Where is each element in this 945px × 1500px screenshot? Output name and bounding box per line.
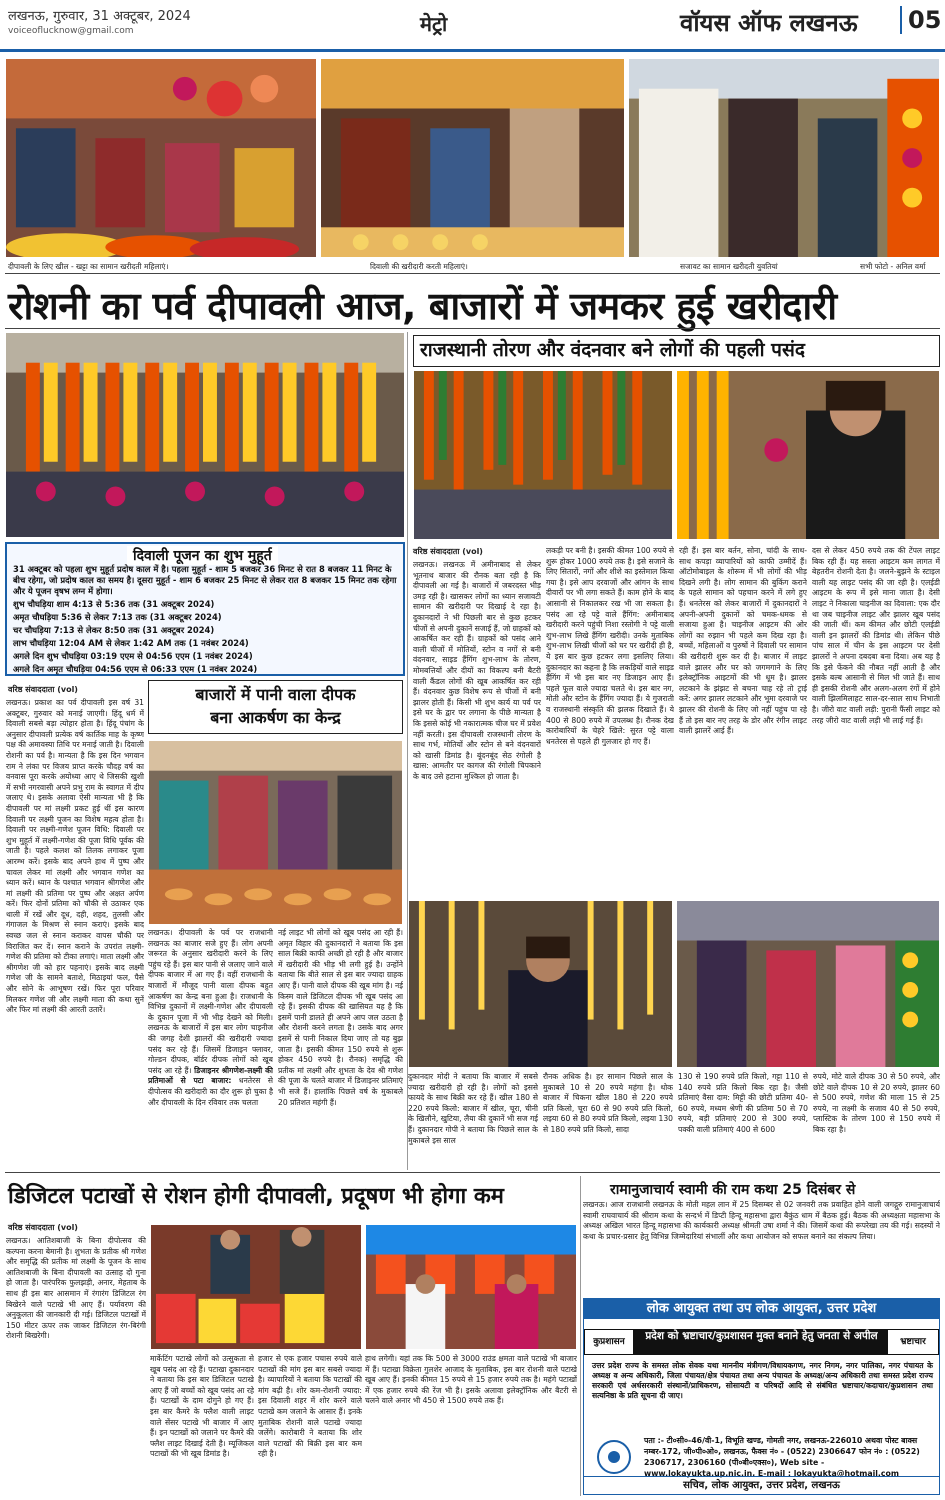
ad-body: उत्तर प्रदेश राज्य के समस्त लोक सेवक यथा माननीय मंत्रीगण/विधायकगण, नगर निगम, नगर पालिका, नगर पंचायत के अध्यक्ष व अन्य अधिकारी, जिला पंचायत/क्षेत्र पंचायत तथा अन्य पंचायत के अध्यक्ष/अन्य अधिकारी तथा समस्त प्रदेश राज्य सरकारी एवं अर्धसरकारी संस्थानों/प्राधिकरण, सोसायटी व परिषदों आदि से संबंधित भ्रष्टाचार/कदाचार/कुप्रशासन तथा सत्यनिष्ठा के प्रति सूचना दी जाए। xyxy=(592,1361,933,1400)
patakhe-col-2: मार्केटिंग पटाखे लोगों को उत्सुकता से खूब पसंद आ रहे हैं। पटाखा दुकानदार ने बताया कि इस बार डिजिटल पटाखे आए हैं जो बच्चों को खूब पसंद आ रहे हैं। पटाखों के दाम दोगुने हो गए हैं। इस बार कैमरे के फ्लैश वाली लाइट वाले सेंसर पटाखे भी बाजार में आए हैं। इन पटाखों को जलाने पर कैमरे की फ्लैश लाइट दिखाई देती है। म्यूजिकल पटाखों की भी खूब डिमांड है। xyxy=(150,1354,254,1459)
masthead-date: लखनऊ, गुरुवार, 31 अक्टूबर, 2024 xyxy=(8,9,191,24)
patakhe-col-4: हाथ लगेगी। यहां तक कि 500 से 3000 राउंड क्षमता वाले पटाखे भी बाजार में हैं। पटाखा विक्रेता गुलशेर आजाद के मुताबिक, इस बार रोशनी वाले पटाखे खूब आए हैं। इनकी कीमत 15 रुपये से 15 हजार रुपये तक है। महंगे पटाखों में एक हजार रुपये की रेंज भी है। इसके अलावा इलेक्ट्रॉनिक और बैटरी से चलने वाले अनार भी 450 से 1500 रुपये तक हैं। xyxy=(365,1354,577,1406)
rajasthani-col-4: दस से लेकर 450 रुपये तक की टेंपल लाइट बिक रही हैं। यह सस्ता आइटम कम लागत में बेहतरीन रोशनी देता है। जलने-बुझने के स्टाइल वाली यह लाइट पसंद की जा रही है। एलईडी आइटम के रूप में इसे माना जाता है। देसी लाइट ने निकाला चाइनीज का दिवाला: एक दौर था जब चाइनीज लाइट और झालर खूब पसंद की जाती थीं। कम कीमत और छोटी एलईडी वाली इन झालरों की डिमांड थी। लेकिन पीछे पांच साल में चीन के इस आइटम पर देसी झालरों ने अपना दबदबा बना दिया। अब यह है कि इसे फेंकने की नौबत नहीं आती है और इसके बल्ब आसानी से मिल भी जाते हैं। साथ ही इसकी रोशनी और अलग-अलग रंगों में होने वाली झिलमिलाहट साल-दर-साल साथ निभाती है। जीरो वाट वाली लड़ी: पुरानी फैंसी लाइट को तरह जीरो वाट वाली लड़ी भी लाई गई हैं। xyxy=(812,546,940,725)
divider xyxy=(5,273,940,274)
masthead xyxy=(0,0,945,52)
puja-muhurat-box xyxy=(5,542,405,676)
muhurat-row: शुभ चौघड़िया शाम 4:13 से 5:36 तक (31 अक्टूबर 2024) xyxy=(13,599,215,609)
mid-col-3: 130 से 190 रुपये प्रति किलो, गट्टा 110 से 140 रुपये प्रति किलो बिक रहा है। जैसी प्रतिमाएं वैसा दाम: मिट्टी की छोटी प्रतिमा 40-60 रुपये, मध्यम श्रेणी की प्रतिमा 50 से 70 रुपये, बड़ी प्रतिमाएं 200 से 300 रुपये, पक्की वाली प्रतिमाएं 400 से 600 xyxy=(678,1072,808,1134)
diya-photo xyxy=(148,740,403,925)
top-photo-3 xyxy=(628,58,940,258)
diya-headline-line-1: बाजारों में पानी वाला दीपक xyxy=(195,685,356,704)
ad-band: प्रदेश को भ्रष्टाचार/कुप्रशासन मुक्त बनाने हेतु जनता से अपील xyxy=(634,1329,889,1355)
ad-title: लोक आयुक्त तथा उप लोक आयुक्त, उत्तर प्रदेश xyxy=(584,1299,939,1319)
rajasthani-headline: राजस्थानी तोरण और वंदनवार बने लोगों की पहली पसंद xyxy=(413,335,940,367)
lights-photo-1 xyxy=(408,900,673,1068)
muhurat-row: चर चौघड़िया 7:13 से लेकर 8:50 तक (31 अक्टूबर 2024) xyxy=(13,625,215,635)
divider xyxy=(5,1172,940,1173)
patakhe-byline: वरिष्ठ संवाददाता (vol) xyxy=(8,1223,78,1232)
ad-footer: सचिव, लोक आयुक्त, उत्तर प्रदेश, लखनऊ xyxy=(584,1476,939,1494)
ramkatha-headline: रामानुजाचार्य स्वामी की राम कथा 25 दिसंबर से xyxy=(610,1182,856,1198)
ad-contact: पता :- टी०सी०-46/वी-1, विभूति खण्ड, गोमती नगर, लखनऊ-226010 अथवा पोस्ट बाक्स नम्बर-172, जी०पी०ओ०, लखनऊ, फैक्स नं० - (0522) 2306647 फोन नं० : (0522) 2306717, 2306160 (पी०बी०एक्स०), Web site - www.lokayukta.up.nic.in, E-mail : lokayukta@hotmail.com xyxy=(644,1436,920,1478)
emblem-icon xyxy=(594,1439,634,1475)
lokayukta-ad xyxy=(583,1298,940,1495)
rajasthani-byline: वरिष्ठ संवाददाता (vol) xyxy=(413,547,483,556)
top-photo-caption-2: दिवाली की खरीदारी करती महिलाएं। xyxy=(370,262,468,271)
muhurat-row: लाभ चौघड़िया 12:04 AM से लेकर 1:42 AM तक (1 नवंबर 2024) xyxy=(13,638,249,648)
muhurat-row: अमृत चौघड़िया 5:36 से लेकर 7:13 तक (31 अक्टूबर 2024) xyxy=(13,612,222,622)
diya-col-1-text-b: धनतेरस से दीपोत्सव की खरीदारी का दौर शुरू हो चुका है और दीपावली के दिन रविवार तक चलता xyxy=(148,1076,273,1107)
section-label: मेट्रो xyxy=(420,12,448,36)
ramkatha-text: लखनऊ। आज राजधानी लखनऊ के मोती महल लान में 25 दिसम्बर से 02 जनवरी तक प्रवाहित होने वाली जगद्गुरु रामानुजाचार्य स्वामी राघवाचार्य की श्रीराम कथा के सन्दर्भ में डिप्टी हिन्दू महासभा द्वारा बैकुंठ धाम में बैठक हुई। बैठक की अध्यक्षता महासभा के अध्यक्ष अखिल भारत हिन्दू महासभा की कार्यकारी अध्यक्ष श्रीमती उषा शर्मा ने की। जिसमें कथा की रूपरेखा तय की गई। सदस्यों ने कथा के प्रचार-प्रसार हेतु विभिन्न जिम्मेदारियां संभालीं और कथा आयोजन को सफल बनाने का संकल्प लिया। xyxy=(583,1200,940,1241)
diya-col-1-text: लखनऊ। दीपावली के पर्व पर राजधानी लखनऊ का बाजार सजे हुए हैं। लोग अपनी जरूरत के अनुसार खरीदारी करने के लिए पहुंच रहे हैं। इस बार पानी से जलाए जाने वाले दीपक बाजार में आ गए हैं। वहीं राजधानी के बाजारों में मौजूद पानी वाला दीपक बहुत आकर्षण का केन्द्र बना हुआ है। राजधानी के विभिन्न दुकानों में लक्ष्मी-गणेश और दीपावली के दुकान पूजा में भी भीड़ देखने को मिली। लखनऊ के बाजारों में इस बार लोग चाइनीज की जगह देशी झालरों की खरीदारी ज्यादा पसंद कर रहे हैं। जिसमें डिजाइन फ्लावर, गोल्डन दीपक, बॉर्डर दीपक लोगों को खूब पसंद आ रहे हैं। xyxy=(148,928,273,1075)
muhurat-row: अगले दिन अमृत चौघड़िया 04:56 एएम से 06:33 एएम (1 नवंबर 2024) xyxy=(13,664,258,674)
diya-headline-line-2: बना आकर्षण का केन्द्र xyxy=(210,708,341,727)
deepawali-story-text: लखनऊ। प्रकाश का पर्व दीपावली इस वर्ष 31 अक्टूबर, गुरुवार को मनाई जाएगी। हिंदू धर्म में दिवाली सबसे बड़ा त्योहार होता है। हिंदू पंचांग के अनुसार दीपावली प्रत्येक वर्ष कार्तिक माह के कृष्ण पक्ष की अमावस्या तिथि पर मनाई जाती है। दिवाली रोशनी का पर्व है। मान्यता है कि इस दिन भगवान राम ने लंका पर विजय प्राप्त करके चौदह वर्ष का वनवास पूरा करके अयोध्या आए थे जिसकी खुशी में सभी नगरवासी अपने प्रभु राम के स्वागत में दीप जलाए थे। इसके अलावा ऐसी मान्यता भी है कि दीपावली पर मां लक्ष्मी प्रकट हुई थीं इस कारण दिवाली पर लक्ष्मी पूजन का विशेष महत्व होता है। दिवाली पर लक्ष्मी-गणेश पूजन विधि: दिवाली पर शुभ मुहूर्त में लक्ष्मी-गणेश की पूजा विधि पूर्वक की जाती है। पहले कलश को तिलक लगाकर पूजा आरम्भ करें। इसके बाद अपने हाथ में पुष्प और चावल लेकर मां लक्ष्मी और भगवान गणेश का ध्यान करें। ध्यान के पश्चात भगवान श्रीगणेश और मां लक्ष्मी की प्रतिमा पर पुष्प और अक्षत अर्पण करें। फिर दोनों प्रतिमा को चौकी से उठाकर एक थाली में रखें और दूध, दही, शहद, तुलसी और गंगाजल के मिश्रण से स्नान कराएं। इसके बाद स्वच्छ जल से स्नान कराकर वापस चौकी पर विराजित कर दें। स्नान कराने के उपरांत लक्ष्मी-गणेश की प्रतिमा को टीका लगाएं। माता लक्ष्मी और श्रीगणेश जी को हार पहनाएं। इसके बाद लक्ष्मी गणेश जी के सामने बताशे, मिठाइयां फल, पैसे और सोने के आभूषण रखें। फिर पूरा परिवार मिलकर गणेश जी और लक्ष्मी माता की कथा सुनें और फिर मां लक्ष्मी की आरती उतारें। xyxy=(6,698,144,1015)
column-rule xyxy=(580,1176,581,1496)
story-byline: वरिष्ठ संवाददाता (vol) xyxy=(8,685,78,694)
top-photo-2 xyxy=(320,58,625,258)
rajasthani-col-3: रही हैं। इस बार बर्तन, सोना, चांदी के साथ-साथ कपड़ा व्यापारियों को काफी उम्मीदें हैं। ऑटोमोबाइल के शोरूम में भी लोगों की भीड़ दिखने लगी है। लोग सामान की बुकिंग कराने के पहले सामान को पहचान करने में लगे हुए हैं। धनतेरस को लेकर बाजारों में दुकानदारों ने अपनी-अपनी दुकानों को चमक-धमक से सजाया हुआ है। चाइनीज आइटम की ओर लोगों का रुझान भी पहले कम दिख रहा है। बच्चों, महिलाओं व पुरुषों ने दिवाली पर सामान की खरीदारी शुरू कर दी है। बाजार में लाइट वाले झालर और घर को जगमगाने के लिए इलेक्ट्रॉनिक आइटमों की भी धूम है। झालर लटकाने के झंझट से बचना चाह रहे तो ट्राई करें: अगर झालर लटकाने और भूमा दरवाजे पर झालर की रोशनी के लिए जो नहीं पहुंच पा रहे हैं तो इस बार नए तरह के डोर और रंगीन लाइट वाली झालरें आई हैं। xyxy=(679,546,807,736)
top-photo-1 xyxy=(5,58,317,258)
crackers-photo-1 xyxy=(150,1224,362,1350)
ad-tag-left: कुप्रशासन xyxy=(584,1329,634,1355)
shopper-photo xyxy=(676,370,940,540)
masthead-email: voiceoflucknow@gmail.com xyxy=(8,26,134,36)
top-photo-caption-3: सजावट का सामान खरीदती युवतियां xyxy=(680,262,778,271)
divider xyxy=(5,328,940,329)
page-number: 05 xyxy=(900,6,941,34)
column-rule xyxy=(407,332,408,1170)
diya-col-1-subhead: डिजाइनर श्रीगणेश-लक्ष्मी की प्रतिमाओं से पटा बाजार: xyxy=(148,1065,273,1086)
mid-col-4: रुपये, मोटे वाले दीपक 30 से 50 रुपये, और छोटे वाले दीपक 10 से 20 रुपये, झालर 60 से 500 रुपये, गणेश की माला 15 से 25 रुपये, ना लक्ष्मी के सजाव 40 से 50 रुपये, प्लास्टिक के तोरण 100 से 150 रुपये में बिक रहा है। xyxy=(813,1072,940,1134)
diya-col-2-text: नई लाइट भी लोगों को खूब पसंद आ रही हैं। अमृत विहार की दुकानदारों ने बताया कि इस साल बिक्री काफी अच्छी हो रही है और बाजार में खरीदारी की भीड़ भी लगी हुई है। उन्होंने बताया कि बीते साल से इस बार ज्यादा ग्राहक आए हैं। पानी वाले दीपक की खूब मांग है। नई किस्म वाले डिजिटल दीपक भी खूब पसंद आ रहे हैं। इसकी दीपक की खासियत यह है कि इसमें पानी डालते ही अपने आप जल उठता है और रोशनी करने लगता है। उसके बाद अगर इसमें से पानी निकाल दिया जाए तो यह बुझ जाता है। इसकी कीमत 150 रुपये से शुरू होकर 450 रुपये है। xyxy=(278,928,403,1065)
toran-photo xyxy=(413,370,673,540)
rajasthani-col-1: लखनऊ। लखनऊ में अमीनाबाद से लेकर भूतनाथ बाजार की रौनक बता रही है कि दीपावली आ गई है। बाजारों में जबरदस्त भीड़ उमड़ रही है। खासकर लोगों का ध्यान सजावटी सामान की खरीदारी पर दिखाई दे रहा है। दुकानदारों ने भी पिछली बार से कुछ हटकर चीजों से अपनी दुकानें सजाई हैं, जो ग्राहकों को आकर्षित कर रही हैं। ग्राहकों को पसंद आने वाली चीजों में मोतियों, स्टोन व नगों से बनी वंदनवार, साइड हैंगिंग शुभ-लाभ के तोरण, मोमबत्तियों और दीयों का विकल्प बनी बैटरी वाली कैंडल लोगों की खूब आकर्षित कर रही हैं। वंदनवार कुछ विशेष रूप से चीजों में बनी झालर होती हैं। किसी भी शुभ कार्य या पर्व पर इसे घर के द्वार पर लगाना के पीछे मान्यता है कि इससे कोई भी नकारात्मक चीज घर में प्रवेश नहीं करती। इस दीपावली राजस्थानी तोरण के साथ गर्भ, मोतियों और स्टोन से बने वंदनवारों को खासी डिमांड है। बूंदनबूंद सेठ रंगोली है खास: आमतौर पर कागज की रंगोली चिपकाने के बाद उसे हटाना मुश्किल हो जाता है। xyxy=(413,560,541,781)
rajasthani-col-2: लकड़ी पर बनी है। इसकी कीमत 100 रुपये से शुरू होकर 1000 रुपये तक है। इसे सजाने के लिए सितारों, नगों और शीशे का इस्तेमाल किया गया है। इसे आप दरवाजों और आंगन के साथ दीवारों पर भी लगा सकते हैं। काम होने के बाद आसानी से निकालकर रख भी जा सकता है। पसंद आ रहे पट्टे वाले हैंगिंग: अमीनाबाद खरीदारी करने पहुंची निशा रस्तोगी ने पट्टे वाली शुभ-लाभ लिखे हैंगिंग खरीदी। उनके मुताबिक शुभ-लाभ लिखी चीजों को घर पर खरीदी ही है, ये इस बार कुछ हटकर लगा इसलिए लिया। दुकानदार का कहना है कि लकड़ियों वाले साइड हैंगिंग में भी इस बार नए डिजाइन आए हैं। पहले फूल वाले ज्यादा चलते थे। इस बार नग, मोती और स्टोन के हैंगिंग ज्यादा हैं। ये गुजराती व राजस्थानी संस्कृति की झलक दिखाते हैं। ये 400 से 800 रुपये में उपलब्ध है। रौनक देख कारोबारियों के चेहरे खिले: सुरत पट्टे वाला धनतेरस से पहले ही गुलजार हो गए हैं। xyxy=(546,546,674,746)
patakhe-headline: डिजिटल पटाखों से रोशन होगी दीपावली, प्रदूषण भी होगा कम xyxy=(8,1184,504,1209)
brand-logo: वॉयस ऑफ लखनऊ xyxy=(680,9,858,37)
ad-tag-right: भ्रष्टाचार xyxy=(887,1329,939,1355)
mid-col-2: रौनक अधिक है। हर सामान पिछले साल के मुकाबले 10 से 20 रुपये महंगा है। थोक बाजार में चिकना खील 180 से 220 रुपये प्रति किलो, चूरा 60 से 90 रुपये प्रति किलो, लइया 60 से 80 रुपये प्रति किलो, लइया 130 से 180 रुपये प्रति किलो, सादा xyxy=(543,1072,673,1134)
crackers-photo-2 xyxy=(365,1224,577,1350)
muhurat-row: अगले दिन शुभ चौघड़िया 03:19 एएम से 04:56 एएम (1 नवंबर 2024) xyxy=(13,651,253,661)
muhurat-intro: 31 अक्टूबर को पहला शुभ मुहूर्त प्रदोष काल में है। पहला मुहूर्त - शाम 5 बजकर 36 मिनट से रात 8 बजकर 11 मिनट के बीच रहेगा, जो प्रदोष काल का समय है। दूसरा मुहूर्त - शाम 6 बजकर 25 मिनट से लेकर रात 8 बजकर 15 मिनट तक रहेगा और ये पूजन वृषभ लग्न में होगा। xyxy=(13,564,397,596)
mid-col-1: दुकानदार मोदी ने बताया कि बाजार में सबसे ज्यादा खरीदारी हो रही है। लोगों को इससे फायदे के साथ बिक्री कर रहे हैं। खील 180 से 220 रुपये किलो: बाजार में खील, चूरा, चीनी के खिलौने, खुटिया, लैया की दुकानें भी सज गई हैं। दुकानदार गोपी ने बताया कि पिछले साल के मुकाबले इस साल xyxy=(408,1072,538,1145)
muhurat-title: दिवाली पूजन का शुभ मुहूर्त xyxy=(127,546,278,565)
photo-credit: सभी फोटो - अनिल वर्मा xyxy=(860,262,926,271)
lights-photo-2 xyxy=(676,900,940,1068)
patakhe-col-1: लखनऊ। आतिशबाजी के बिना दीपोत्सव की कल्पना करना बेमानी है। शुभता के प्रतीक श्री गणेश और समृद्धि की प्रतीक मां लक्ष्मी के पूजन के साथ आतिशबाजी के बिना दीपावली का उत्साह दो गुना हो जाता है। पारंपरिक फुलझड़ी, अनार, मेहताब के साथ ही इस बार आसमान में रंगारंग डिजिटल रंग बिखेरने वाले पटाखे भी आए हैं। पर्यावरण की अनुकूलता की जानकारी दी गई। डिजिटल पटाखों में 150 मीटर ऊपर तक जाकर डिजिटल रंग-बिरंगी रोशनी बिखरेगी। xyxy=(6,1236,146,1341)
market-photo xyxy=(5,332,405,538)
diya-headline xyxy=(148,680,403,734)
main-headline: रोशनी का पर्व दीपावली आज, बाजारों में जमकर हुई खरीदारी xyxy=(8,284,837,328)
diya-col-2-text-b: रौनक) समृद्धि की प्रतीक मां लक्ष्मी और शुभता के देव श्री गणेश की पूजा के चलते बाजार में डिजाइनर प्रतिमाएं भी सजे हैं। हालांकि पिछले वर्ष के मुकाबले 20 प्रतिशत महंगी हैं। xyxy=(278,1055,403,1107)
patakhe-col-3: हजार से एक हजार पचास रुपये वाले पटाखों की मांग इस बार सबसे ज्यादा है। व्यापारियों ने बताया कि पटाखों की मांग बढ़ी है। शोर कम-रोशनी ज्यादा: इस दिवाली शहर में शोर करने वाले पटाखे कम जलाने के आसार हैं। इनके मुताबिक रोशनी वाले पटाखे ज्यादा जलेंगे। कारोबारी ने बताया कि शोर वाले पटाखों की बिक्री इस बार कम रही है। xyxy=(258,1354,362,1459)
top-photo-caption-1: दीपावली के लिए खील - खट्टा का सामान खरीदती महिलाएं। xyxy=(8,262,169,271)
